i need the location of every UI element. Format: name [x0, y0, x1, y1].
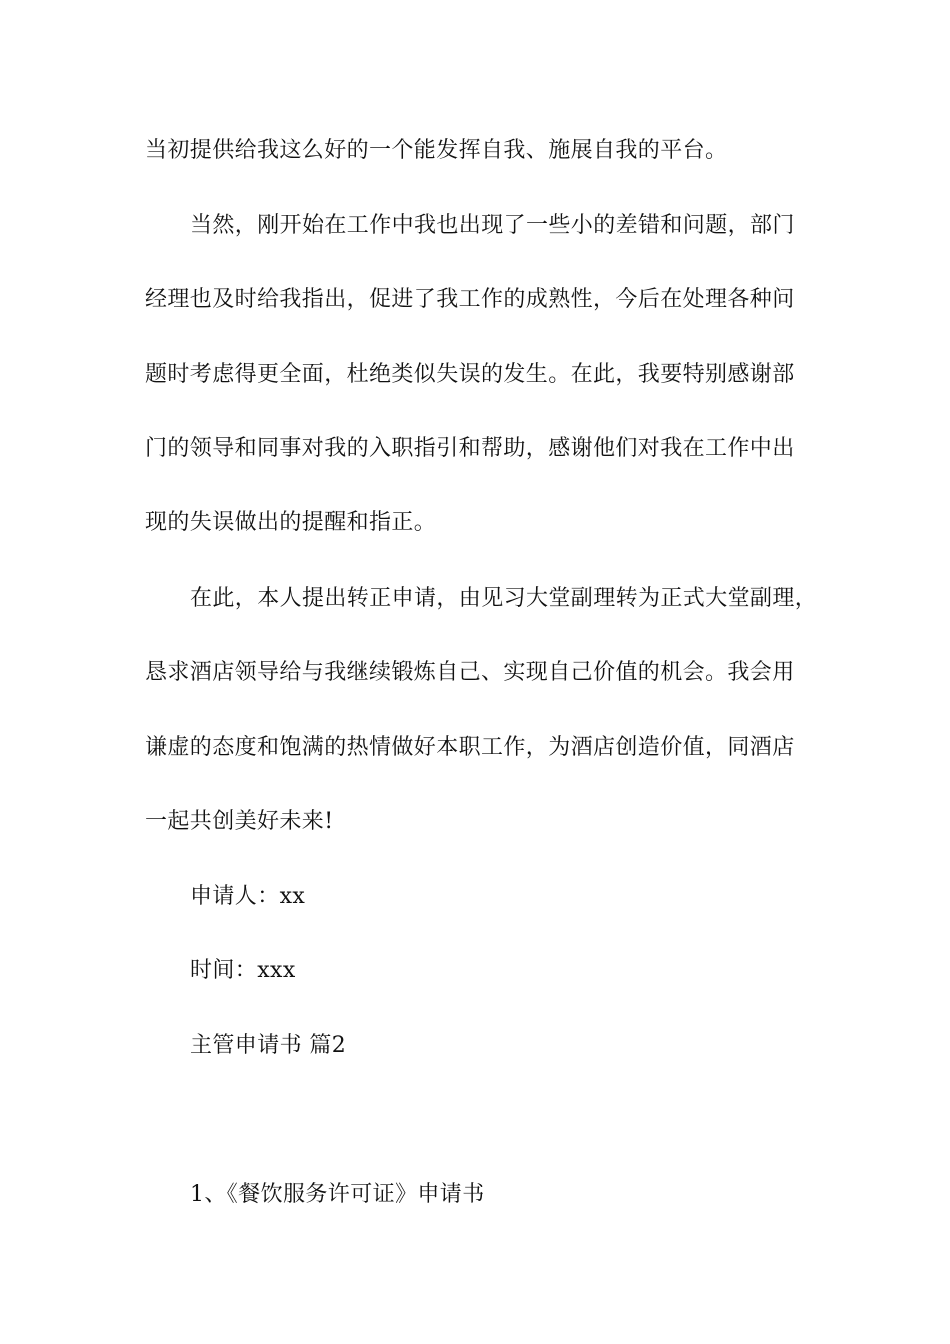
- paragraph-2-line-4: 门的领导和同事对我的入职指引和帮助，感谢他们对我在工作中出: [145, 436, 795, 461]
- paragraph-1-line-1: 当初提供给我这么好的一个能发挥自我、施展自我的平台。: [145, 138, 728, 163]
- paragraph-2-line-5: 现的失误做出的提醒和指正。: [145, 510, 437, 535]
- applicant-line: 申请人：xx: [190, 884, 306, 909]
- paragraph-2-line-1: 当然，刚开始在工作中我也出现了一些小的差错和问题，部门: [190, 213, 795, 238]
- item-1-heading: 1、《餐饮服务许可证》申请书: [190, 1182, 485, 1207]
- section-heading: 主管申请书 篇2: [190, 1033, 347, 1058]
- paragraph-3-line-1: 在此，本人提出转正申请，由见习大堂副理转为正式大堂副理，: [190, 586, 818, 611]
- paragraph-3-line-3: 谦虚的态度和饱满的热情做好本职工作，为酒店创造价值，同酒店: [145, 735, 795, 760]
- time-line: 时间：xxx: [190, 958, 296, 983]
- paragraph-2-line-2: 经理也及时给我指出，促进了我工作的成熟性，今后在处理各种问: [145, 287, 795, 312]
- paragraph-2-line-3: 题时考虑得更全面，杜绝类似失误的发生。在此，我要特别感谢部: [145, 362, 795, 387]
- paragraph-3-line-2: 恳求酒店领导给与我继续锻炼自己、实现自己价值的机会。我会用: [145, 660, 795, 685]
- paragraph-3-line-4: 一起共创美好未来!: [145, 809, 334, 834]
